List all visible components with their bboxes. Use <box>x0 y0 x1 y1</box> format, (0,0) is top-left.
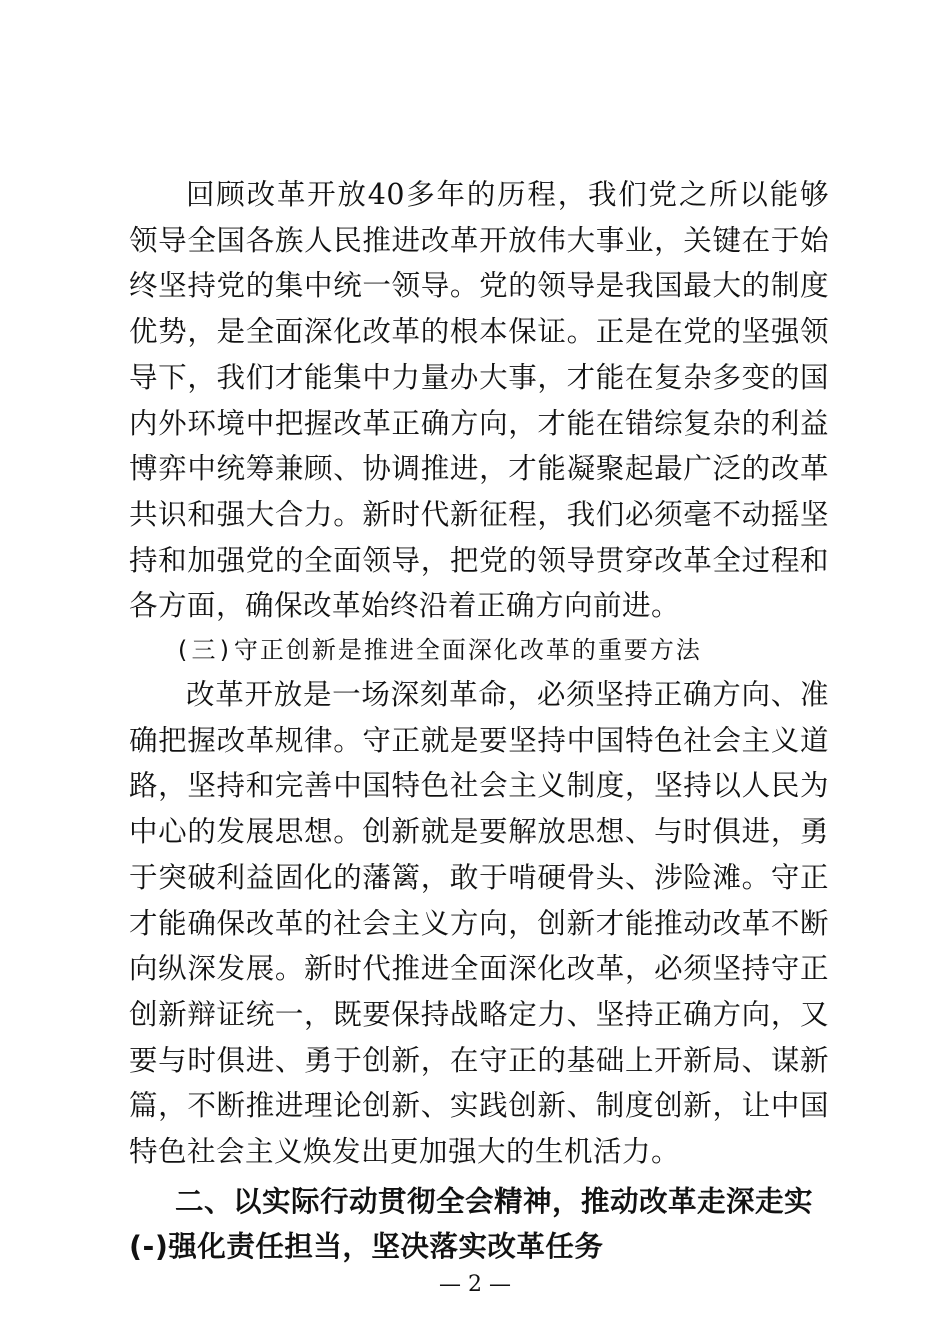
section-subheading: (三)守正创新是推进全面深化改革的重要方法 <box>175 636 702 665</box>
page-number: — 2 — <box>439 1272 511 1297</box>
body-paragraph: 改革开放是一场深刻革命，必须坚持正确方向、准确把握改革规律。守正就是要坚持中国特色社会主义道路，坚持和完善中国特色社会主义制度，坚持以人民为中心的发展思想。创新就是要解放思想、与时俱进，勇于突破利益固化的藩篱，敢于啃硬骨头、涉险滩。守正才能确保改革的社会主义方向，创新才能推动改革不断向纵深发展。新时代推进全面深化改革，必须坚持守正创新辩证统一，既要保持战略定力、坚持正确方向，又要与时俱进、勇于创新，在守正的基础上开新局、谋新篇，不断推进理论创新、实践创新、制度创新，让中国特色社会主义焕发出更加强大的生机活力。 <box>129 678 829 1169</box>
body-paragraph: 回顾改革开放40多年的历程，我们党之所以能够领导全国各族人民推进改革开放伟大事业，关键在于始终坚持党的集中统一领导。党的领导是我国最大的制度优势，是全面深化改革的根本保证。正是在党的坚强领导下，我们才能集中力量办大事，才能在复杂多变的国内外环境中把握改革正确方向，才能在错综复杂的利益博弈中统筹兼顾、协调推进，才能凝聚起最广泛的改革共识和强大合力。新时代新征程，我们必须毫不动摇坚持和加强党的全面领导，把党的领导贯穿改革全过程和各方面，确保改革始终沿着正确方向前进。 <box>129 178 829 623</box>
document-body <box>129 172 829 1270</box>
section-heading: 二、以实际行动贯彻全会精神，推动改革走深走实(-)强化责任担当，坚决落实改革任务 <box>129 1184 814 1264</box>
